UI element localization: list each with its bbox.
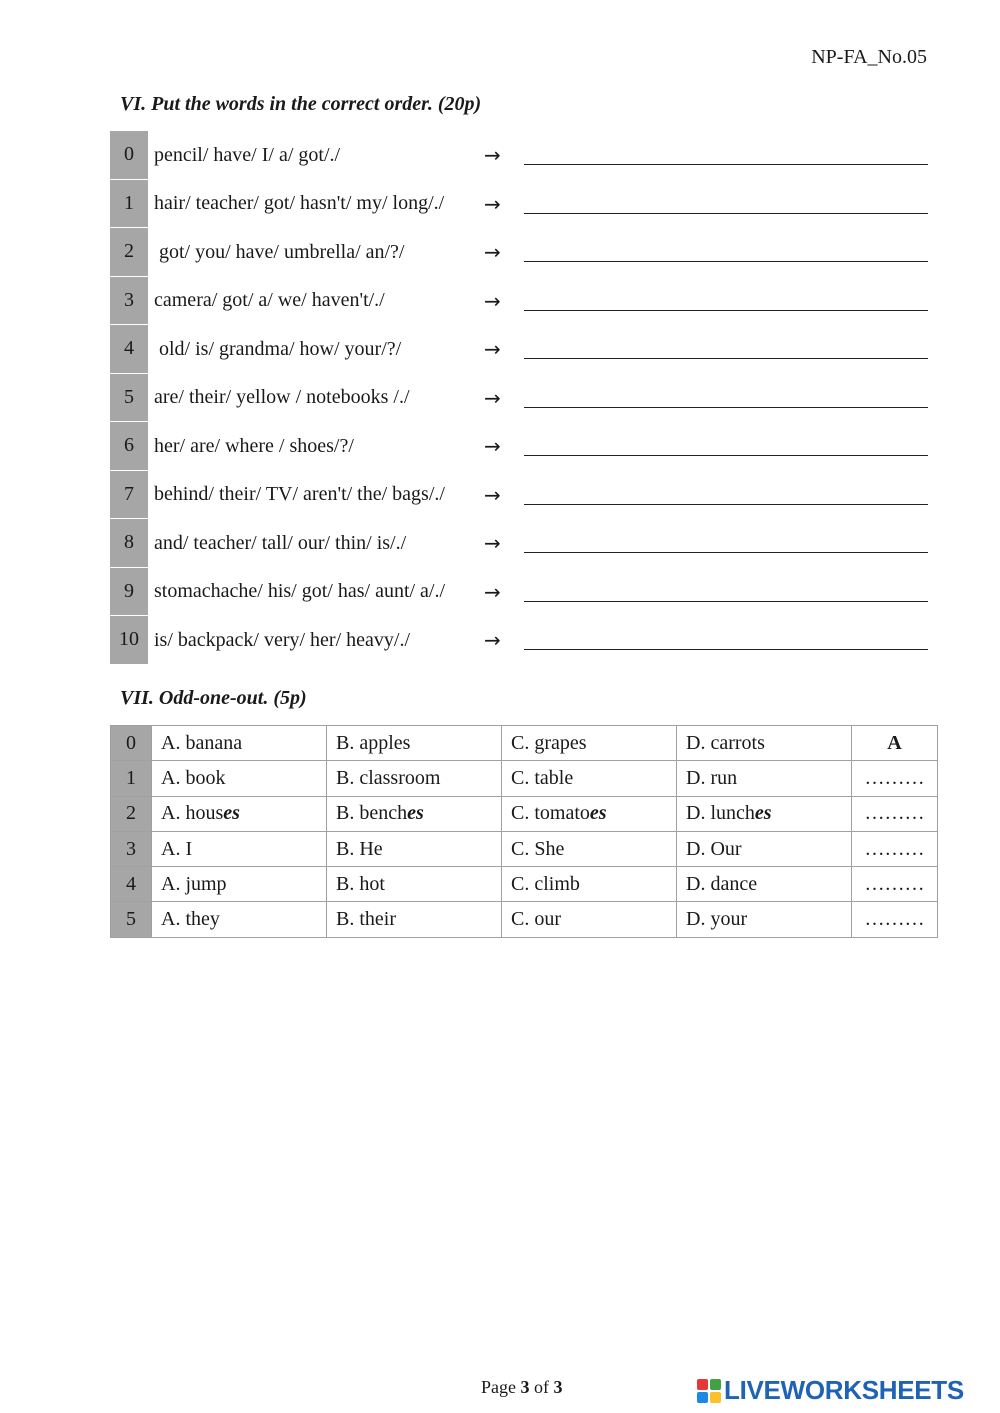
option-suffix: es [754,802,772,825]
option-d: D. your [677,902,852,937]
option-b: B. He [327,831,502,866]
answer-cell[interactable]: ……… [852,902,938,937]
answer-line[interactable] [524,261,928,262]
option-b: B. apples [327,726,502,761]
option-stem: B. bench [336,802,408,825]
option-stem: A. hous [161,802,224,825]
item-number: 9 [110,568,148,617]
item-number: 7 [110,471,148,520]
scrambled-words: stomachache/ his/ got/ has/ aunt/ a/./ [154,580,446,603]
arrow-right-icon: → [484,482,501,507]
scrambled-words: her/ are/ where / shoes/?/ [154,434,354,457]
answer-cell: A [852,726,938,761]
document-code: NP-FA_No.05 [811,46,927,68]
option-b [327,796,502,831]
item-number: 5 [110,374,148,423]
option-suffix: es [407,802,424,825]
scrambled-words: are/ their/ yellow / notebooks /./ [154,386,410,409]
option-c: C. table [502,761,677,796]
list-item [110,277,930,326]
arrow-right-icon: → [484,434,501,459]
table-row [111,831,938,866]
table-row [111,761,938,796]
page-current: 3 [520,1377,530,1397]
item-number: 2 [110,228,148,277]
page-number [481,1377,563,1398]
table-row [111,726,938,761]
list-item [110,519,930,568]
option-b: B. their [327,902,502,937]
option-c: C. grapes [502,726,677,761]
option-a: A. I [152,831,327,866]
option-suffix: es [589,802,607,825]
option-c: C. She [502,831,677,866]
answer-line[interactable] [524,164,928,165]
answer-line[interactable] [524,455,928,456]
option-d: D. Our [677,831,852,866]
arrow-right-icon: → [484,143,501,168]
scrambled-words: and/ teacher/ tall/ our/ thin/ is/./ [154,531,407,554]
list-item [110,422,930,471]
row-number: 3 [111,831,152,866]
answer-line[interactable] [524,213,928,214]
option-d: D. dance [677,867,852,902]
option-a: A. book [152,761,327,796]
option-b: B. hot [327,867,502,902]
arrow-right-icon: → [484,240,501,265]
scrambled-words: old/ is/ grandma/ how/ your/?/ [154,337,402,360]
option-c [502,796,677,831]
answer-line[interactable] [524,601,928,602]
option-suffix: es [223,802,240,825]
logo-grid-icon [697,1379,721,1403]
option-stem: C. tomato [511,802,590,825]
item-number: 3 [110,277,148,326]
list-item [110,325,930,374]
row-number: 5 [111,902,152,937]
scrambled-words: hair/ teacher/ got/ hasn't/ my/ long/./ [154,192,445,215]
answer-line[interactable] [524,310,928,311]
answer-line[interactable] [524,407,928,408]
list-item [110,374,930,423]
answer-line[interactable] [524,358,928,359]
list-item [110,616,930,665]
arrow-right-icon: → [484,337,501,362]
option-stem: D. lunch [686,802,755,825]
arrow-right-icon: → [484,191,501,216]
option-a: A. banana [152,726,327,761]
row-number: 4 [111,867,152,902]
page-word: Page [481,1377,516,1397]
option-d [677,796,852,831]
answer-line[interactable] [524,504,928,505]
section-7-title: VII. Odd-one-out. (5p) [120,687,307,709]
list-item [110,131,930,180]
reorder-list [110,131,930,665]
option-b: B. classroom [327,761,502,796]
scrambled-words: pencil/ have/ I/ a/ got/./ [154,143,341,166]
list-item [110,228,930,277]
option-a: A. jump [152,867,327,902]
scrambled-words: camera/ got/ a/ we/ haven't/./ [154,289,385,312]
answer-cell[interactable]: ……… [852,796,938,831]
page-total: 3 [553,1377,563,1397]
arrow-right-icon: → [484,531,501,556]
table-row [111,902,938,937]
scrambled-words: got/ you/ have/ umbrella/ an/?/ [154,240,405,263]
list-item [110,471,930,520]
liveworksheets-logo [697,1375,964,1406]
item-number: 10 [110,616,148,665]
option-d: D. run [677,761,852,796]
scrambled-words: behind/ their/ TV/ aren't/ the/ bags/./ [154,483,445,506]
item-number: 6 [110,422,148,471]
logo-text: LIVEWORKSHEETS [724,1375,964,1405]
arrow-right-icon: → [484,628,501,653]
list-item [110,180,930,229]
option-d: D. carrots [677,726,852,761]
page-of: of [534,1377,549,1397]
item-number: 4 [110,325,148,374]
table-row [111,796,938,831]
answer-line[interactable] [524,552,928,553]
option-a [152,796,327,831]
answer-cell[interactable]: ……… [852,831,938,866]
answer-line[interactable] [524,649,928,650]
option-c: C. our [502,902,677,937]
table-row [111,867,938,902]
odd-one-out-table [110,725,938,938]
option-a: A. they [152,902,327,937]
item-number: 0 [110,131,148,180]
item-number: 1 [110,180,148,229]
arrow-right-icon: → [484,579,501,604]
section-6-title: VI. Put the words in the correct order. (20p) [120,93,482,115]
answer-cell[interactable]: ……… [852,761,938,796]
arrow-right-icon: → [484,288,501,313]
item-number: 8 [110,519,148,568]
row-number: 2 [111,796,152,831]
answer-cell[interactable]: ……… [852,867,938,902]
option-c: C. climb [502,867,677,902]
row-number: 1 [111,761,152,796]
list-item [110,568,930,617]
arrow-right-icon: → [484,385,501,410]
row-number: 0 [111,726,152,761]
scrambled-words: is/ backpack/ very/ her/ heavy/./ [154,628,411,651]
